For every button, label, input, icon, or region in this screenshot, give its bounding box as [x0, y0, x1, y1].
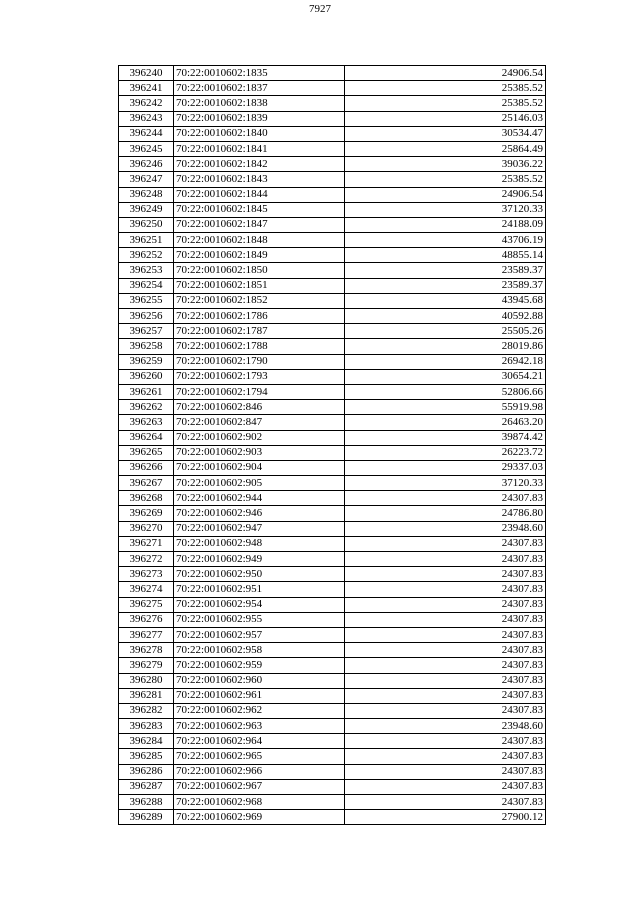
cadastral-number-cell: 70:22:0010602:1794	[174, 384, 345, 399]
value-cell: 25146.03	[345, 111, 546, 126]
value-cell: 37120.33	[345, 202, 546, 217]
table-row	[119, 157, 546, 172]
cadastral-number-cell: 70:22:0010602:1837	[174, 81, 345, 96]
table-row	[119, 263, 546, 278]
value-cell: 55919.98	[345, 400, 546, 415]
table-row	[119, 597, 546, 612]
value-cell: 24307.83	[345, 643, 546, 658]
table-row	[119, 233, 546, 248]
row-number-cell: 396256	[119, 309, 174, 324]
cadastral-number-cell: 70:22:0010602:954	[174, 597, 345, 612]
cadastral-number-cell: 70:22:0010602:1844	[174, 187, 345, 202]
value-cell: 24307.83	[345, 597, 546, 612]
value-cell: 24906.54	[345, 187, 546, 202]
row-number-cell: 396249	[119, 202, 174, 217]
cadastral-number-cell: 70:22:0010602:962	[174, 703, 345, 718]
table-row	[119, 278, 546, 293]
registry-table-body	[119, 66, 546, 825]
value-cell: 23589.37	[345, 263, 546, 278]
value-cell: 24307.83	[345, 536, 546, 551]
row-number-cell: 396270	[119, 521, 174, 536]
registry-table	[118, 65, 546, 825]
cadastral-number-cell: 70:22:0010602:1841	[174, 141, 345, 156]
value-cell: 43706.19	[345, 233, 546, 248]
value-cell: 26463.20	[345, 415, 546, 430]
row-number-cell: 396244	[119, 126, 174, 141]
value-cell: 30534.47	[345, 126, 546, 141]
cadastral-number-cell: 70:22:0010602:968	[174, 795, 345, 810]
table-row	[119, 582, 546, 597]
row-number-cell: 396255	[119, 293, 174, 308]
row-number-cell: 396271	[119, 536, 174, 551]
row-number-cell: 396276	[119, 612, 174, 627]
row-number-cell: 396280	[119, 673, 174, 688]
row-number-cell: 396268	[119, 491, 174, 506]
value-cell: 24307.83	[345, 673, 546, 688]
table-row	[119, 111, 546, 126]
value-cell: 23589.37	[345, 278, 546, 293]
cadastral-number-cell: 70:22:0010602:846	[174, 400, 345, 415]
cadastral-number-cell: 70:22:0010602:847	[174, 415, 345, 430]
table-row	[119, 612, 546, 627]
row-number-cell: 396286	[119, 764, 174, 779]
table-row	[119, 187, 546, 202]
table-row	[119, 384, 546, 399]
value-cell: 25385.52	[345, 172, 546, 187]
table-row	[119, 415, 546, 430]
value-cell: 28019.86	[345, 339, 546, 354]
row-number-cell: 396251	[119, 233, 174, 248]
table-row	[119, 673, 546, 688]
value-cell: 29337.03	[345, 460, 546, 475]
cadastral-number-cell: 70:22:0010602:1842	[174, 157, 345, 172]
table-row	[119, 81, 546, 96]
value-cell: 27900.12	[345, 810, 546, 825]
cadastral-number-cell: 70:22:0010602:958	[174, 643, 345, 658]
cadastral-number-cell: 70:22:0010602:959	[174, 658, 345, 673]
table-row	[119, 627, 546, 642]
row-number-cell: 396261	[119, 384, 174, 399]
table-row	[119, 369, 546, 384]
cadastral-number-cell: 70:22:0010602:1786	[174, 309, 345, 324]
cadastral-number-cell: 70:22:0010602:1838	[174, 96, 345, 111]
row-number-cell: 396245	[119, 141, 174, 156]
row-number-cell: 396279	[119, 658, 174, 673]
row-number-cell: 396269	[119, 506, 174, 521]
table-row	[119, 248, 546, 263]
row-number-cell: 396274	[119, 582, 174, 597]
cadastral-number-cell: 70:22:0010602:960	[174, 673, 345, 688]
row-number-cell: 396273	[119, 567, 174, 582]
table-row	[119, 324, 546, 339]
value-cell: 24307.83	[345, 734, 546, 749]
row-number-cell: 396281	[119, 688, 174, 703]
cadastral-number-cell: 70:22:0010602:1788	[174, 339, 345, 354]
value-cell: 23948.60	[345, 719, 546, 734]
row-number-cell: 396247	[119, 172, 174, 187]
table-row	[119, 66, 546, 81]
table-row	[119, 476, 546, 491]
value-cell: 39036.22	[345, 157, 546, 172]
value-cell: 24307.83	[345, 703, 546, 718]
cadastral-number-cell: 70:22:0010602:1848	[174, 233, 345, 248]
row-number-cell: 396272	[119, 552, 174, 567]
table-row	[119, 749, 546, 764]
row-number-cell: 396258	[119, 339, 174, 354]
cadastral-number-cell: 70:22:0010602:965	[174, 749, 345, 764]
row-number-cell: 396275	[119, 597, 174, 612]
table-row	[119, 293, 546, 308]
cadastral-number-cell: 70:22:0010602:1849	[174, 248, 345, 263]
row-number-cell: 396284	[119, 734, 174, 749]
value-cell: 40592.88	[345, 309, 546, 324]
table-row	[119, 126, 546, 141]
cadastral-number-cell: 70:22:0010602:955	[174, 612, 345, 627]
table-row	[119, 491, 546, 506]
value-cell: 25385.52	[345, 81, 546, 96]
table-row	[119, 354, 546, 369]
page-number: 7927	[309, 3, 331, 15]
cadastral-number-cell: 70:22:0010602:967	[174, 779, 345, 794]
cadastral-number-cell: 70:22:0010602:903	[174, 445, 345, 460]
cadastral-number-cell: 70:22:0010602:949	[174, 552, 345, 567]
cadastral-number-cell: 70:22:0010602:1851	[174, 278, 345, 293]
value-cell: 26223.72	[345, 445, 546, 460]
value-cell: 24307.83	[345, 658, 546, 673]
row-number-cell: 396283	[119, 719, 174, 734]
value-cell: 24188.09	[345, 217, 546, 232]
row-number-cell: 396263	[119, 415, 174, 430]
value-cell: 24307.83	[345, 582, 546, 597]
cadastral-number-cell: 70:22:0010602:947	[174, 521, 345, 536]
value-cell: 24307.83	[345, 779, 546, 794]
table-row	[119, 795, 546, 810]
cadastral-number-cell: 70:22:0010602:1840	[174, 126, 345, 141]
row-number-cell: 396282	[119, 703, 174, 718]
row-number-cell: 396260	[119, 369, 174, 384]
table-row	[119, 506, 546, 521]
row-number-cell: 396252	[119, 248, 174, 263]
value-cell: 24307.83	[345, 795, 546, 810]
cadastral-number-cell: 70:22:0010602:1843	[174, 172, 345, 187]
value-cell: 24307.83	[345, 552, 546, 567]
cadastral-number-cell: 70:22:0010602:964	[174, 734, 345, 749]
cadastral-number-cell: 70:22:0010602:902	[174, 430, 345, 445]
table-row	[119, 445, 546, 460]
value-cell: 25385.52	[345, 96, 546, 111]
table-row	[119, 521, 546, 536]
table-row	[119, 202, 546, 217]
row-number-cell: 396257	[119, 324, 174, 339]
table-row	[119, 141, 546, 156]
value-cell: 48855.14	[345, 248, 546, 263]
row-number-cell: 396287	[119, 779, 174, 794]
cadastral-number-cell: 70:22:0010602:950	[174, 567, 345, 582]
value-cell: 24307.83	[345, 688, 546, 703]
value-cell: 30654.21	[345, 369, 546, 384]
cadastral-number-cell: 70:22:0010602:957	[174, 627, 345, 642]
value-cell: 25505.26	[345, 324, 546, 339]
cadastral-number-cell: 70:22:0010602:1845	[174, 202, 345, 217]
value-cell: 24307.83	[345, 749, 546, 764]
value-cell: 24307.83	[345, 612, 546, 627]
cadastral-number-cell: 70:22:0010602:1847	[174, 217, 345, 232]
table-row	[119, 703, 546, 718]
cadastral-number-cell: 70:22:0010602:951	[174, 582, 345, 597]
cadastral-number-cell: 70:22:0010602:946	[174, 506, 345, 521]
row-number-cell: 396265	[119, 445, 174, 460]
cadastral-number-cell: 70:22:0010602:969	[174, 810, 345, 825]
cadastral-number-cell: 70:22:0010602:1852	[174, 293, 345, 308]
table-row	[119, 764, 546, 779]
value-cell: 43945.68	[345, 293, 546, 308]
cadastral-number-cell: 70:22:0010602:963	[174, 719, 345, 734]
value-cell: 23948.60	[345, 521, 546, 536]
cadastral-number-cell: 70:22:0010602:1850	[174, 263, 345, 278]
row-number-cell: 396250	[119, 217, 174, 232]
row-number-cell: 396289	[119, 810, 174, 825]
table-row	[119, 734, 546, 749]
value-cell: 24307.83	[345, 567, 546, 582]
cadastral-number-cell: 70:22:0010602:1839	[174, 111, 345, 126]
cadastral-number-cell: 70:22:0010602:966	[174, 764, 345, 779]
cadastral-number-cell: 70:22:0010602:961	[174, 688, 345, 703]
row-number-cell: 396285	[119, 749, 174, 764]
row-number-cell: 396278	[119, 643, 174, 658]
row-number-cell: 396267	[119, 476, 174, 491]
table-row	[119, 810, 546, 825]
row-number-cell: 396248	[119, 187, 174, 202]
value-cell: 26942.18	[345, 354, 546, 369]
table-row	[119, 172, 546, 187]
cadastral-number-cell: 70:22:0010602:904	[174, 460, 345, 475]
cadastral-number-cell: 70:22:0010602:1793	[174, 369, 345, 384]
table-row	[119, 430, 546, 445]
row-number-cell: 396240	[119, 66, 174, 81]
table-row	[119, 552, 546, 567]
row-number-cell: 396259	[119, 354, 174, 369]
cadastral-number-cell: 70:22:0010602:948	[174, 536, 345, 551]
value-cell: 24307.83	[345, 764, 546, 779]
table-row	[119, 309, 546, 324]
value-cell: 25864.49	[345, 141, 546, 156]
value-cell: 52806.66	[345, 384, 546, 399]
value-cell: 39874.42	[345, 430, 546, 445]
row-number-cell: 396246	[119, 157, 174, 172]
cadastral-number-cell: 70:22:0010602:1790	[174, 354, 345, 369]
value-cell: 37120.33	[345, 476, 546, 491]
table-row	[119, 536, 546, 551]
row-number-cell: 396253	[119, 263, 174, 278]
row-number-cell: 396243	[119, 111, 174, 126]
table-row	[119, 400, 546, 415]
table-row	[119, 217, 546, 232]
row-number-cell: 396277	[119, 627, 174, 642]
table-row	[119, 658, 546, 673]
cadastral-number-cell: 70:22:0010602:944	[174, 491, 345, 506]
value-cell: 24786.80	[345, 506, 546, 521]
row-number-cell: 396241	[119, 81, 174, 96]
value-cell: 24307.83	[345, 491, 546, 506]
table-row	[119, 719, 546, 734]
row-number-cell: 396264	[119, 430, 174, 445]
table-row	[119, 643, 546, 658]
table-row	[119, 339, 546, 354]
table-row	[119, 567, 546, 582]
table-row	[119, 96, 546, 111]
cadastral-number-cell: 70:22:0010602:1835	[174, 66, 345, 81]
cadastral-number-cell: 70:22:0010602:905	[174, 476, 345, 491]
row-number-cell: 396262	[119, 400, 174, 415]
cadastral-number-cell: 70:22:0010602:1787	[174, 324, 345, 339]
value-cell: 24906.54	[345, 66, 546, 81]
table-row	[119, 779, 546, 794]
table-row	[119, 460, 546, 475]
row-number-cell: 396254	[119, 278, 174, 293]
row-number-cell: 396288	[119, 795, 174, 810]
row-number-cell: 396242	[119, 96, 174, 111]
table-row	[119, 688, 546, 703]
value-cell: 24307.83	[345, 627, 546, 642]
row-number-cell: 396266	[119, 460, 174, 475]
